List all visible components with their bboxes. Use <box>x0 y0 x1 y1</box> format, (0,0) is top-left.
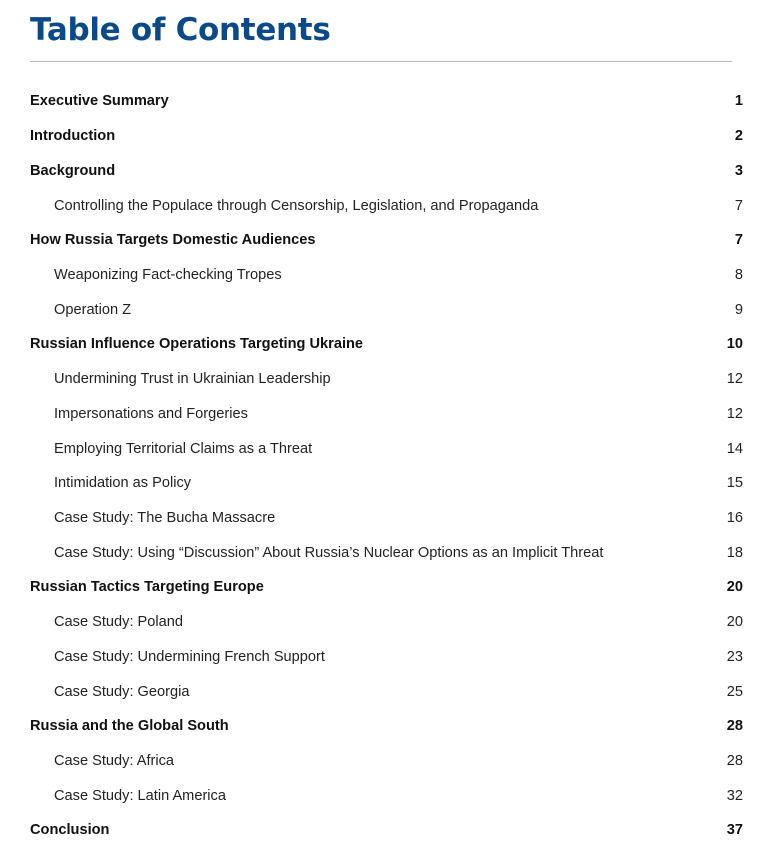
toc-entry-label: Case Study: Using “Discussion” About Russia’s Nuclear Options as an Implicit Threat <box>54 544 604 561</box>
toc-section-entry[interactable] <box>0 84 767 119</box>
toc-subsection-entry[interactable] <box>0 605 767 640</box>
toc-subsection-entry[interactable] <box>0 362 767 397</box>
toc-entry-page-number: 7 <box>734 232 743 249</box>
toc-subsection-entry[interactable] <box>0 188 767 223</box>
toc-subsection-entry[interactable] <box>0 258 767 293</box>
toc-section-entry[interactable] <box>0 709 767 744</box>
toc-entry-page-number: 18 <box>726 544 743 561</box>
toc-entry-label: Weaponizing Fact-checking Tropes <box>54 266 282 283</box>
toc-entry-label: How Russia Targets Domestic Audiences <box>30 232 316 249</box>
toc-subsection-entry[interactable] <box>0 396 767 431</box>
toc-entry-label: Introduction <box>30 128 116 145</box>
toc-entry-label: Case Study: Africa <box>54 753 175 770</box>
toc-entry-label: Intimidation as Policy <box>54 475 192 492</box>
toc-entry-page-number: 28 <box>726 718 743 735</box>
toc-subsection-entry[interactable] <box>0 744 767 779</box>
toc-entry-label: Case Study: Poland <box>54 614 183 631</box>
toc-entry-page-number: 20 <box>726 614 743 631</box>
title-divider <box>30 61 732 62</box>
toc-entry-page-number: 12 <box>726 371 743 388</box>
toc-section-entry[interactable] <box>0 327 767 362</box>
toc-section-entry[interactable] <box>0 223 767 258</box>
toc-entry-page-number: 12 <box>726 405 743 422</box>
toc-entry-page-number: 3 <box>734 162 743 179</box>
toc-entry-page-number: 37 <box>726 822 743 839</box>
toc-entry-label: Employing Territorial Claims as a Threat <box>54 440 313 457</box>
toc-subsection-entry[interactable] <box>0 640 767 675</box>
toc-entry-page-number: 14 <box>726 440 743 457</box>
toc-entry-page-number: 23 <box>726 648 743 665</box>
toc-subsection-entry[interactable] <box>0 674 767 709</box>
toc-entry-page-number: 15 <box>726 475 743 492</box>
toc-section-entry[interactable] <box>0 813 767 848</box>
page-title: Table of Contents <box>30 12 331 48</box>
toc-subsection-entry[interactable] <box>0 778 767 813</box>
toc-entry-page-number: 10 <box>726 336 743 353</box>
toc-subsection-entry[interactable] <box>0 292 767 327</box>
toc-subsection-entry[interactable] <box>0 535 767 570</box>
toc-entry-page-number: 2 <box>734 128 743 145</box>
toc-entry-label: Case Study: The Bucha Massacre <box>54 509 276 526</box>
toc-entry-label: Background <box>30 162 116 179</box>
toc-entry-page-number: 7 <box>734 197 743 214</box>
toc-entry-page-number: 32 <box>726 787 743 804</box>
toc-section-entry[interactable] <box>0 570 767 605</box>
toc-entry-page-number: 8 <box>734 266 743 283</box>
toc-entry-page-number: 1 <box>734 93 743 110</box>
toc-entry-label: Executive Summary <box>30 93 169 110</box>
toc-entry-label: Case Study: Undermining French Support <box>54 648 325 665</box>
toc-entry-page-number: 16 <box>726 509 743 526</box>
toc-entry-label: Russian Tactics Targeting Europe <box>30 579 264 596</box>
toc-entry-page-number: 25 <box>726 683 743 700</box>
toc-section-entry[interactable] <box>0 153 767 188</box>
toc-subsection-entry[interactable] <box>0 501 767 536</box>
toc-section-entry[interactable] <box>0 119 767 154</box>
toc-entry-label: Case Study: Georgia <box>54 683 190 700</box>
toc-entry-label: Case Study: Latin America <box>54 787 226 804</box>
toc-entry-page-number: 9 <box>734 301 743 318</box>
toc-entry-label: Conclusion <box>30 822 110 839</box>
toc-entry-label: Operation Z <box>54 301 132 318</box>
toc-entry-page-number: 20 <box>726 579 743 596</box>
toc-entry-label: Russia and the Global South <box>30 718 229 735</box>
toc-list <box>0 84 767 848</box>
toc-subsection-entry[interactable] <box>0 466 767 501</box>
toc-entry-label: Impersonations and Forgeries <box>54 405 248 422</box>
toc-subsection-entry[interactable] <box>0 431 767 466</box>
toc-entry-label: Russian Influence Operations Targeting Ukraine <box>30 336 364 353</box>
toc-entry-page-number: 28 <box>726 753 743 770</box>
toc-entry-label: Undermining Trust in Ukrainian Leadership <box>54 371 331 388</box>
toc-entry-label: Controlling the Populace through Censorship, Legislation, and Propaganda <box>54 197 539 214</box>
